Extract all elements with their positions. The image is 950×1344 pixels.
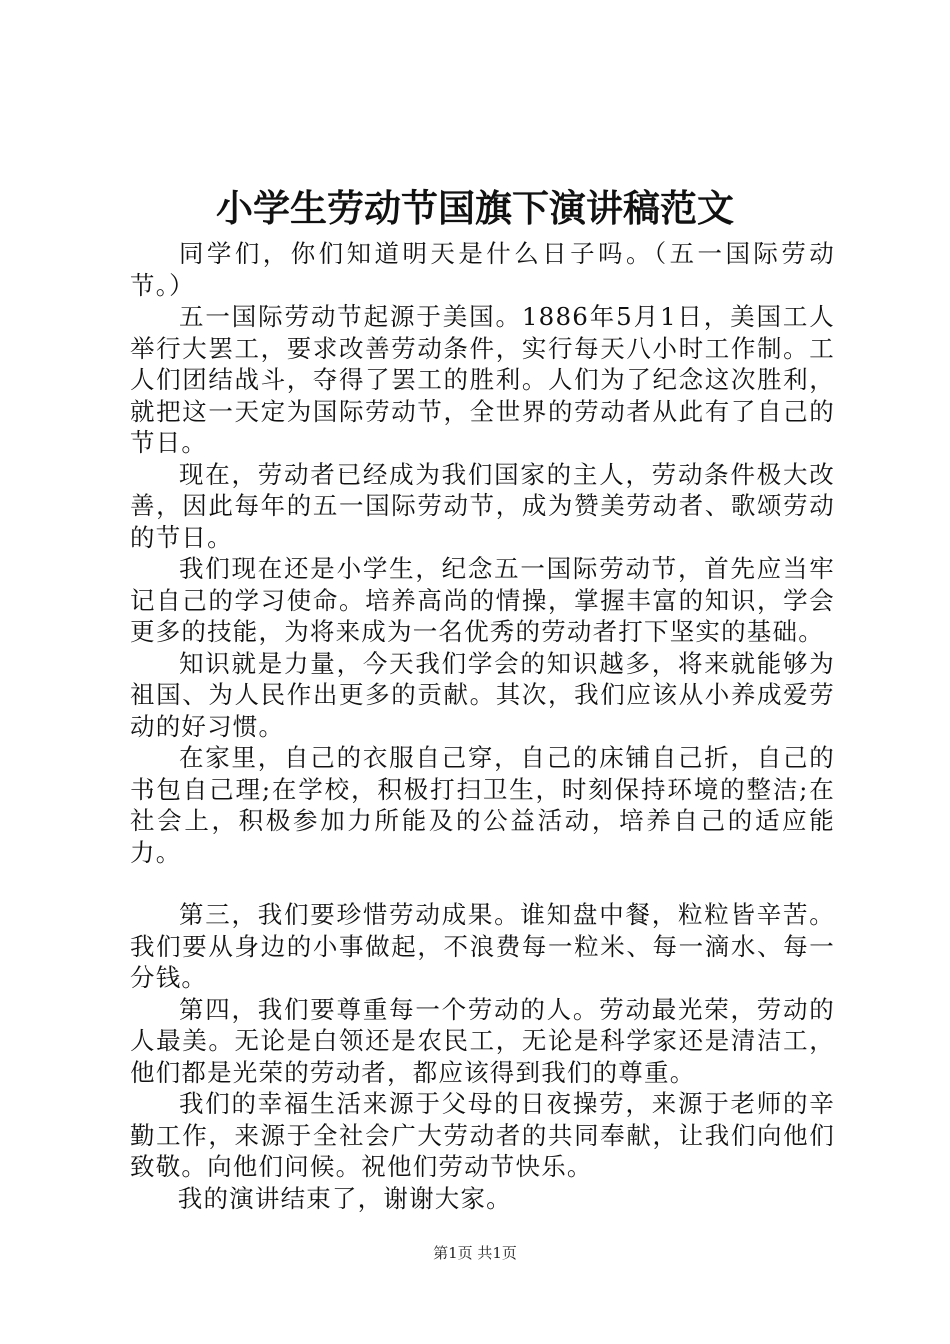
paragraph-workers-masters: 现在，劳动者已经成为我们国家的主人，劳动条件极大改善，因此每年的五一国际劳动节，成为赞美劳动者、歌颂劳动的节日。 (130, 459, 835, 552)
paragraph-cherish-results: 第三，我们要珍惜劳动成果。谁知盘中餐，粒粒皆辛苦。我们要从身边的小事做起，不浪费每一粒米、每一滴水、每一分钱。 (130, 900, 835, 992)
paragraph-students-mission: 我们现在还是小学生，纪念五一国际劳动节，首先应当牢记自己的学习使命。培养高尚的情操，掌握丰富的知识，学会更多的技能，为将来成为一名优秀的劳动者打下坚实的基础。 (130, 554, 835, 646)
page-title: 小学生劳动节国旗下演讲稿范文 (216, 186, 734, 230)
paragraph-gratitude: 我们的幸福生活来源于父母的日夜操劳，来源于老师的辛勤工作，来源于全社会广大劳动者的共同奉献，让我们向他们致敬。向他们问候。祝他们劳动节快乐。 (130, 1089, 835, 1181)
paragraph-respect-workers: 第四，我们要尊重每一个劳动的人。劳动最光荣，劳动的人最美。无论是白领还是农民工，无论是科学家还是清洁工，他们都是光荣的劳动者，都应该得到我们的尊重。 (130, 994, 835, 1087)
paragraph-habits: 在家里，自己的衣服自己穿，自己的床铺自己折，自己的书包自己理;在学校，积极打扫卫生，时刻保持环境的整洁;在社会上，积极参加力所能及的公益活动，培养自己的适应能力。 (130, 743, 835, 867)
paragraph-origin: 五一国际劳动节起源于美国。1886年5月1日，美国工人举行大罢工，要求改善劳动条件，实行每天八小时工作制。工人们团结战斗，夺得了罢工的胜利。人们为了纪念这次胜利，就把这一天定为国际劳动节，全世界的劳动者从此有了自己的节日。 (130, 302, 835, 457)
paragraph-greeting: 同学们，你们知道明天是什么日子吗。（五一国际劳动节。） (130, 239, 835, 300)
speech-body (130, 238, 835, 1214)
paragraph-knowledge-power: 知识就是力量，今天我们学会的知识越多，将来就能够为祖国、为人民作出更多的贡献。其次，我们应该从小养成爱劳动的好习惯。 (130, 648, 835, 741)
page-footer: 第1页 共1页 (433, 1244, 517, 1262)
paragraph-closing: 我的演讲结束了，谢谢大家。 (177, 1183, 512, 1213)
